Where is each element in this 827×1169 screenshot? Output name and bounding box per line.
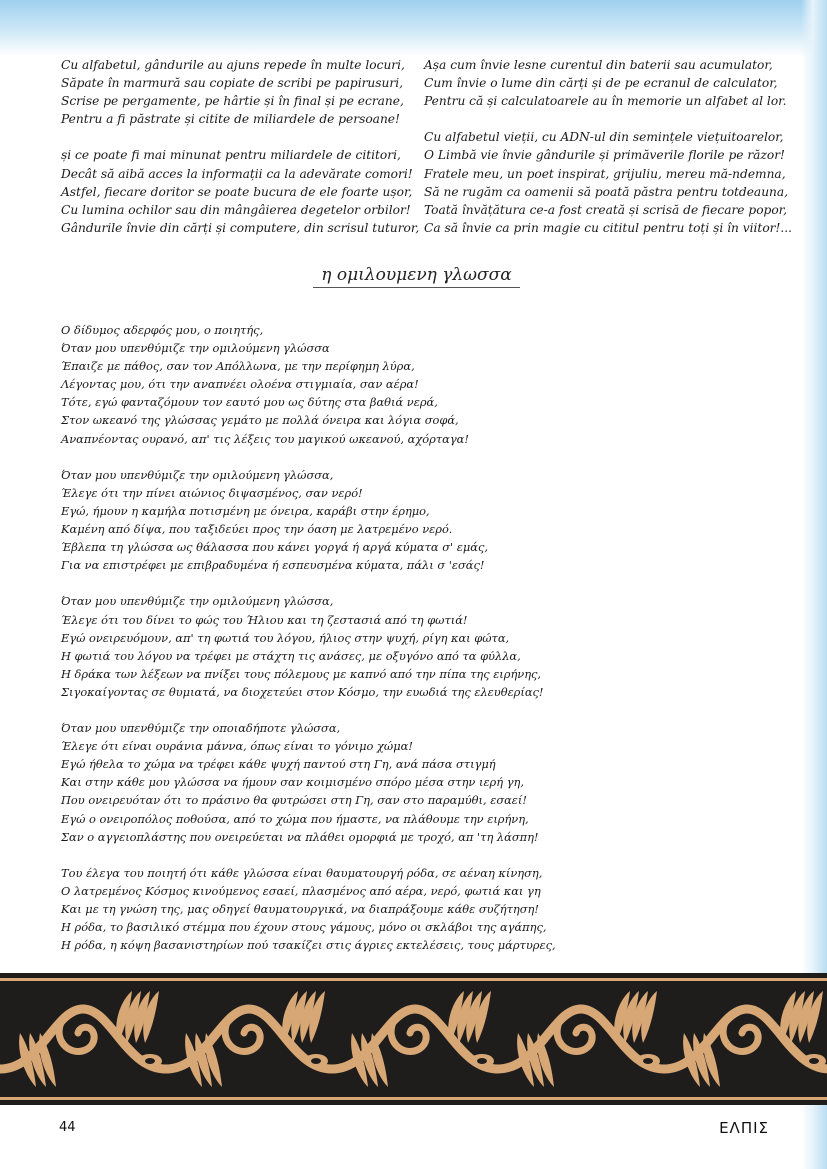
verse-line: Σαν ο αγγειοπλάστης που ονειρεύεται να πλάθει ομορφιά με τροχό, απ 'τη λάσπη! [61,829,539,844]
verse-line: Και στην κάθε μου γλώσσα να ήμουν σαν κοιμισμένο σπόρο μέσα στην ιερή γη, [61,775,524,790]
magazine-name: ΕΛΠΙΣ [719,1119,769,1137]
verse-line: Εγώ ονειρευόμουν, απ' τη φωτιά του λόγου, ήλιος στην ψυχή, ρίγη και φώτα, [61,630,510,645]
verse-line: Και με τη γνώση της, μας οδηγεί θαυματουργικά, να διαπράξουμε κάθε συζήτηση! [61,902,539,916]
stanza [424,56,792,110]
verse-line: Έλεγε ότι την πίνει αιώνιος διψασμένος, σαν νερό! [61,485,363,500]
verse-line: Του έλεγα του ποιητή ότι κάθε γλώσσα είναι θαυματουργή ρόδα, σε αέναη κίνηση, [61,865,543,880]
stanza [61,592,556,701]
stanza [61,864,556,954]
verse-line: Στον ωκεανό της γλώσσας γεμάτο με πολλά όνειρα και λόγια σοφά, [61,413,459,428]
verse-line: Για να επιστρέφει με επιβραδυμένα ή εσπευσμένα κύματα, πάλι σ 'εσάς! [61,558,485,573]
romanian-poem-right-column [424,56,792,255]
verse-line: Decât să aibă acces la informații ca la adevărate comori! [61,166,413,181]
top-gradient-band [0,0,827,56]
verse-line: Η ρόδα, η κόψη βασανιστηρίων πού τσακίζει στις άγριες εκτελέσεις, τους μάρτυρες, [61,938,556,953]
stanza [61,56,419,128]
verse-line: Η ρόδα, το βασιλικό στέμμα που έχουν στους γάμους, μόνο οι σκλάβοι της αγάπης, [61,920,547,935]
verse-line: Așa cum învie lesne curentul din baterii sau acumulator, [424,58,773,72]
greek-poem [61,321,556,972]
verse-line: Cu alfabetul vieții, cu ADN-ul din semințele viețuitoarelor, [424,130,784,145]
verse-line: Όταν μου υπενθύμιζε την οποιαδήποτε γλώσσα, [61,721,341,736]
ornament-seed-center [643,1058,653,1064]
verse-line: Έβλεπα τη γλώσσα ως θάλασσα που κάνει γοργά ή αργά κύματα σ' εμάς, [61,540,488,555]
verse-line: Έπαιζε με πάθος, σαν τον Απόλλωνα, με την περίφημη λύρα, [61,359,415,374]
verse-line: Έλεγε ότι του δίνει το φώς του Ήλιου και τη ζεστασιά από τη φωτιά! [61,612,468,627]
verse-line: Που ονειρευόταν ότι το πράσινο θα φυτρώσει στη Γη, σαν στο παραμύθι, εσαεί! [61,793,527,808]
verse-line: Λέγοντας μου, ότι την αναπνέει ολοένα στιγμιαία, σαν αέρα! [61,377,419,392]
verse-line: Σιγοκαίγοντας σε θυμιατά, να διοχετεύει στον Κόσμο, την ευωδιά της ελευθερίας! [61,684,544,699]
verse-line: Ca să învie ca prin magie cu cititul pentru toți și în viitor!... [424,220,793,235]
verse-line: Τότε, εγώ φανταζόμουν τον εαυτό μου ως δύτης στα βαθιά νερά, [61,395,438,410]
verse-line: Toată învățătura ce-a fost creată și scrisă de fiecare popor, [424,202,788,217]
verse-line: Όταν μου υπενθύμιζε την ομιλούμενη γλώσσα, [61,594,334,609]
verse-line: Ο λατρεμένος Κόσμος κινούμενος εσαεί, πλασμένος από αέρα, νερό, φωτιά και γη [61,883,541,898]
romanian-poem-left-column [61,56,419,255]
ornament-seed-center [145,1058,155,1064]
stanza [61,719,556,846]
verse-line: O Limbă vie învie gândurile și primăverile florile pe răzor! [424,148,785,163]
verse-line: Όταν μου υπενθύμιζε την ομιλούμενη γλώσσα [61,341,330,356]
verse-line: Gândurile învie din cărți și computere, din scrisul tuturor, [61,220,420,235]
stanza [61,466,556,575]
ornament-seed-center [477,1058,487,1064]
verse-line: Cu alfabetul, gândurile au ajuns repede în multe locuri, [61,58,405,72]
verse-line: Pentru a fi păstrate și citite de miliardele de persoane! [61,112,400,127]
verse-line: Εγώ ο ονειροπόλος ποθούσα, από το χώμα που ήμαστε, να πλάθουμε την ειρήνη, [61,811,529,826]
verse-line: Έλεγε ότι είναι ουράνια μάννα, όπως είναι το γόνιμο χώμα! [61,739,413,754]
verse-line: Η δράκα των λέξεων να πνίξει τους πόλεμους με καπνό από την πίπα της ειρήνης, [61,666,542,681]
verse-line: Săpate în marmură sau copiate de scribi pe papirusuri, [61,76,403,91]
verse-line: Scrise pe pergamente, pe hârtie și în final și pe ecrane, [61,94,404,109]
page-number: 44 [59,1120,76,1135]
verse-line: Εγώ ήθελα το χώμα να τρέφει κάθε ψυχή παντού στη Γη, ανά πάσα στιγμή [61,757,496,772]
verse-line: Pentru că și calculatoarele au în memorie un alfabet al lor. [424,94,787,109]
verse-line: Cu lumina ochilor sau din mângâierea degetelor orbilor! [61,202,411,217]
stanza [424,128,792,237]
verse-line: Καμένη από δίψα, που ταξιδεύει προς την όαση με λατρεμένο νερό. [61,522,453,537]
verse-line: Εγώ, ήμουν η καμήλα ποτισμένη με όνειρα, καράβι στην έρημο, [61,503,430,518]
verse-line: Fratele meu, un poet inspirat, grijuliu, mereu mă-ndemna, [424,166,786,181]
poem-title: η ομιλουμενη γλωσσα [313,264,520,288]
verse-line: Όταν μου υπενθύμιζε την ομιλούμενη γλώσσα, [61,467,334,482]
ornament-bottom-line [0,1097,827,1100]
ornament-seed-center [809,1058,819,1064]
verse-line: Αναπνέοντας ουρανό, απ' τις λέξεις του μαγικού ωκεανού, αχόρταγα! [61,431,469,446]
stanza [61,321,556,448]
ornament-seed-center [311,1058,321,1064]
ornament-top-line [0,978,827,981]
verse-line: Cum învie o lume din cărți și de pe ecranul de calculator, [424,76,778,91]
verse-line: Să ne rugăm ca oamenii să poată păstra pentru totdeauna, [424,184,789,199]
verse-line: Η φωτιά του λόγου να τρέφει με στάχτη τις ανάσες, με οξυγόνο από τα φύλλα, [61,648,521,663]
verse-line: Astfel, fiecare doritor se poate bucura de ele foarte ușor, [61,184,413,199]
verse-line: și ce poate fi mai minunat pentru miliardele de cititori, [61,148,401,163]
meander-floral-border-icon [0,973,827,1105]
stanza [61,146,419,236]
verse-line: Ο δίδυμος αδερφός μου, ο ποιητής, [61,323,264,337]
